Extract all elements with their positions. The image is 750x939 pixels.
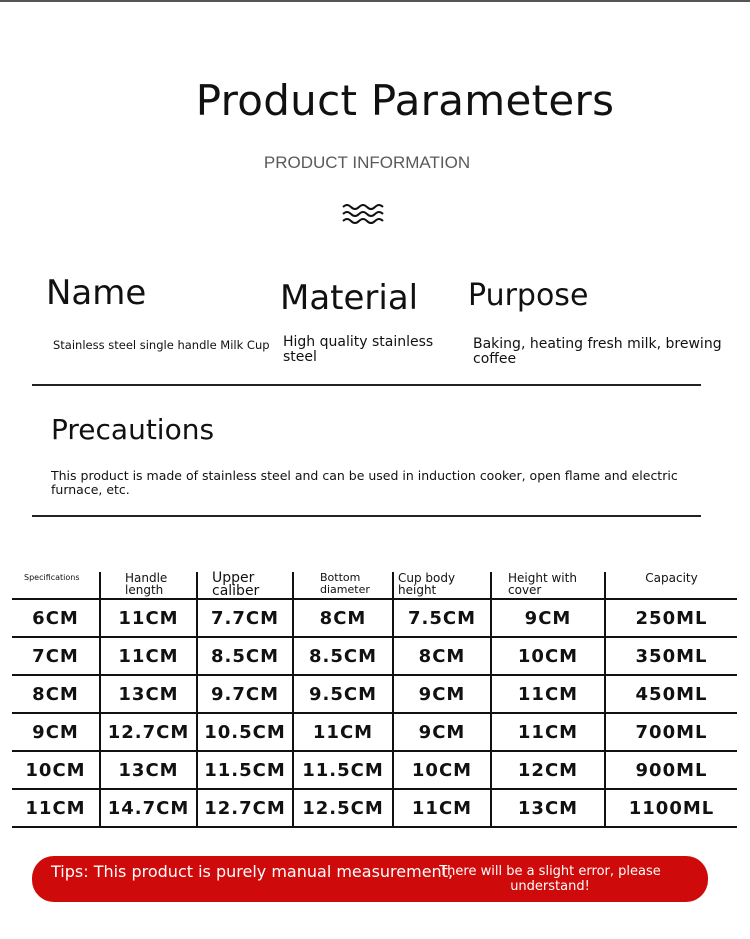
table-cell: 8.5CM <box>197 637 293 675</box>
table-cell: 8CM <box>293 599 393 637</box>
table-cell: 8CM <box>12 675 100 713</box>
divider-line <box>32 384 701 386</box>
table-cell: 10CM <box>393 751 491 789</box>
table-cell: 7CM <box>12 637 100 675</box>
name-value: Stainless steel single handle Milk Cup <box>53 338 270 352</box>
table-header-row <box>12 572 737 599</box>
table-cell: 11CM <box>393 789 491 827</box>
material-heading: Material <box>280 278 419 318</box>
table-cell: 13CM <box>100 751 197 789</box>
table-cell: 10CM <box>12 751 100 789</box>
top-border-line <box>0 0 750 2</box>
table-cell: 700ML <box>605 713 737 751</box>
table-cell: 12.7CM <box>100 713 197 751</box>
table-cell: 11CM <box>100 599 197 637</box>
table-cell: 450ML <box>605 675 737 713</box>
wave-icon <box>342 203 384 225</box>
table-cell: 9CM <box>491 599 605 637</box>
page-subtitle: PRODUCT INFORMATION <box>263 153 471 172</box>
table-header-cell: Cup body height <box>393 572 491 599</box>
table-row <box>12 789 737 827</box>
table-cell: 13CM <box>100 675 197 713</box>
table-cell: 7.5CM <box>393 599 491 637</box>
divider-line <box>32 515 701 517</box>
table-cell: 11.5CM <box>197 751 293 789</box>
table-cell: 12CM <box>491 751 605 789</box>
table-cell: 11CM <box>293 713 393 751</box>
table-cell: 8CM <box>393 637 491 675</box>
table-cell: 11CM <box>491 675 605 713</box>
table-cell: 8.5CM <box>293 637 393 675</box>
table-cell: 9.5CM <box>293 675 393 713</box>
table-cell: 9CM <box>12 713 100 751</box>
table-cell: 6CM <box>12 599 100 637</box>
table-cell: 13CM <box>491 789 605 827</box>
table-cell: 1100ML <box>605 789 737 827</box>
spec-table <box>12 572 737 828</box>
material-value: High quality stainless steel <box>283 334 434 365</box>
tips-banner <box>32 856 708 902</box>
table-cell: 12.5CM <box>293 789 393 827</box>
table-row <box>12 637 737 675</box>
table-cell: 250ML <box>605 599 737 637</box>
purpose-value: Baking, heating fresh milk, brewing coffee <box>473 336 722 367</box>
table-cell: 12.7CM <box>197 789 293 827</box>
table-header-cell: Capacity <box>605 572 737 599</box>
purpose-heading: Purpose <box>468 278 589 313</box>
table-header-cell: Height with cover <box>491 572 605 599</box>
table-cell: 11CM <box>12 789 100 827</box>
tips-main-text: Tips: This product is purely manual measurement, <box>51 862 454 881</box>
page-title: Product Parameters <box>195 76 615 125</box>
table-cell: 7.7CM <box>197 599 293 637</box>
table-cell: 900ML <box>605 751 737 789</box>
precautions-text: This product is made of stainless steel and can be used in induction cooker, open flame and electric furnace, etc. <box>51 468 678 497</box>
table-cell: 10.5CM <box>197 713 293 751</box>
table-header-cell: Handle length <box>100 572 197 599</box>
table-cell: 11CM <box>491 713 605 751</box>
name-heading: Name <box>46 273 147 313</box>
table-header-cell: Upper caliber <box>197 572 293 599</box>
table-header-cell: Bottom diameter <box>293 572 393 599</box>
table-header-cell: Specifications <box>12 572 100 599</box>
table-cell: 11CM <box>100 637 197 675</box>
table-row <box>12 751 737 789</box>
table-cell: 10CM <box>491 637 605 675</box>
table-cell: 9CM <box>393 675 491 713</box>
table-row <box>12 713 737 751</box>
tips-extra-text: There will be a slight error, please understand! <box>439 864 661 894</box>
table-cell: 11.5CM <box>293 751 393 789</box>
precautions-heading: Precautions <box>51 413 215 446</box>
table-cell: 350ML <box>605 637 737 675</box>
table-row <box>12 599 737 637</box>
table-cell: 14.7CM <box>100 789 197 827</box>
table-cell: 9.7CM <box>197 675 293 713</box>
table-cell: 9CM <box>393 713 491 751</box>
table-row <box>12 675 737 713</box>
